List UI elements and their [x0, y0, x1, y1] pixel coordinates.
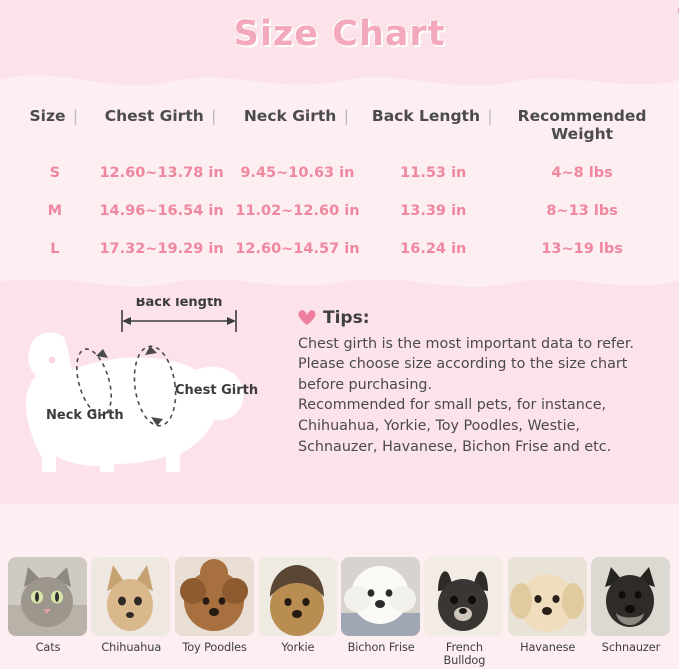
breed-photo: [258, 557, 337, 636]
breed-photo: [424, 557, 503, 636]
table-row: [16, 230, 663, 268]
header-back-label: Back Length: [371, 107, 481, 125]
tips-line: Chest girth is the most important data to refer.: [298, 335, 634, 352]
tips-line: Please choose size according to the size chart: [298, 356, 628, 373]
header-chest-label: Chest Girth: [104, 107, 204, 125]
title-container: [0, 14, 679, 54]
tips-title: Tips:: [323, 307, 370, 328]
breed-photo: [591, 557, 670, 636]
cell-chest: 12.60~13.78 in: [99, 164, 224, 181]
breed-label: Chihuahua: [101, 641, 162, 654]
measurement-diagram: [0, 298, 292, 488]
breed-label: Yorkie: [281, 641, 315, 654]
diagram-tips-band: [0, 280, 679, 504]
tips-line: Chihuahua, Yorkie, Toy Poodles, Westie,: [298, 417, 580, 434]
cell-chest: 17.32~19.29 in: [99, 240, 224, 257]
breed-photo: [508, 557, 587, 636]
cell-back: 13.39 in: [400, 202, 467, 219]
breed-item-schnauzer: [591, 557, 671, 669]
breed-item-french-bulldog: [424, 557, 504, 669]
tips-line: Recommended for small pets, for instance,: [298, 397, 607, 414]
schnauzer-photo-icon: [591, 557, 670, 636]
neck-girth-label: Neck Girth: [46, 407, 124, 423]
table-header-row: [16, 102, 663, 154]
header-back: [365, 102, 501, 154]
breed-strip: [0, 551, 679, 669]
cell-back: 11.53 in: [400, 164, 467, 181]
breed-label: Bichon Frise: [347, 641, 415, 654]
cat-photo-icon: [8, 557, 87, 636]
breed-label: French Bulldog: [443, 641, 486, 667]
chihuahua-photo-icon: [91, 557, 170, 636]
header-divider: |: [72, 107, 79, 125]
size-table-head: [16, 102, 663, 154]
cell-size: S: [49, 164, 61, 181]
breed-label: Schnauzer: [601, 641, 661, 654]
havanese-photo-icon: [508, 557, 587, 636]
header-banner: [0, 0, 679, 88]
header-chest: [94, 102, 230, 154]
cell-neck: 12.60~14.57 in: [235, 240, 360, 257]
cell-chest: 14.96~16.54 in: [99, 202, 224, 219]
header-divider: |: [487, 107, 493, 125]
cell-size: M: [47, 202, 63, 219]
header-divider: |: [343, 107, 349, 125]
cell-weight: 4~8 lbs: [551, 164, 613, 181]
toy-poodle-photo-icon: [175, 557, 254, 636]
tips-line: before purchasing.: [298, 376, 433, 393]
cell-neck: 9.45~10.63 in: [240, 164, 355, 181]
breed-item-cats: [8, 557, 88, 669]
breed-photo: [91, 557, 170, 636]
breed-item-chihuahua: [91, 557, 171, 669]
breed-item-yorkie: [258, 557, 338, 669]
breed-item-havanese: [508, 557, 588, 669]
header-weight: [501, 102, 663, 154]
header-neck-label: Neck Girth: [243, 107, 337, 125]
tips-header: [298, 308, 665, 328]
band-wave-divider: [0, 280, 679, 298]
tips-panel: [292, 298, 679, 504]
header-size-label: Size: [29, 107, 66, 125]
tips-body: [298, 334, 665, 457]
bow-icon: [675, 0, 679, 32]
dog-silhouette-icon: [0, 298, 292, 488]
breed-photo: [175, 557, 254, 636]
cell-neck: 11.02~12.60 in: [235, 202, 360, 219]
page-title: Size Chart: [233, 14, 446, 54]
band-content: [0, 298, 679, 504]
header-neck: [229, 102, 365, 154]
header-divider: |: [211, 107, 217, 125]
heart-icon: [298, 309, 316, 326]
breed-photo: [8, 557, 87, 636]
cell-weight: 13~19 lbs: [541, 240, 623, 257]
breed-item-toy-poodles: [175, 557, 255, 669]
bichon-frise-photo-icon: [341, 557, 420, 636]
breed-label: Cats: [35, 641, 61, 654]
breed-label: Havanese: [520, 641, 576, 654]
header-wave-divider: [0, 64, 679, 88]
cell-size: L: [50, 240, 60, 257]
french-bulldog-photo-icon: [424, 557, 503, 636]
tips-line: Schnauzer, Havanese, Bichon Frise and etc.: [298, 438, 612, 455]
breed-photo: [341, 557, 420, 636]
header-size: [16, 102, 94, 154]
cell-weight: 8~13 lbs: [546, 202, 618, 219]
chest-girth-label: Chest Girth: [175, 382, 259, 398]
cell-back: 16.24 in: [400, 240, 467, 257]
breed-item-bichon-frise: [341, 557, 421, 669]
header-weight-label: Recommended Weight: [517, 107, 647, 143]
size-table-section: [0, 88, 679, 274]
size-table-body: [16, 154, 663, 268]
size-table: [16, 102, 663, 268]
back-length-label: Back length: [135, 297, 223, 310]
breed-label: Toy Poodles: [182, 641, 247, 654]
table-row: [16, 192, 663, 230]
table-row: [16, 154, 663, 192]
yorkie-photo-icon: [258, 557, 337, 636]
